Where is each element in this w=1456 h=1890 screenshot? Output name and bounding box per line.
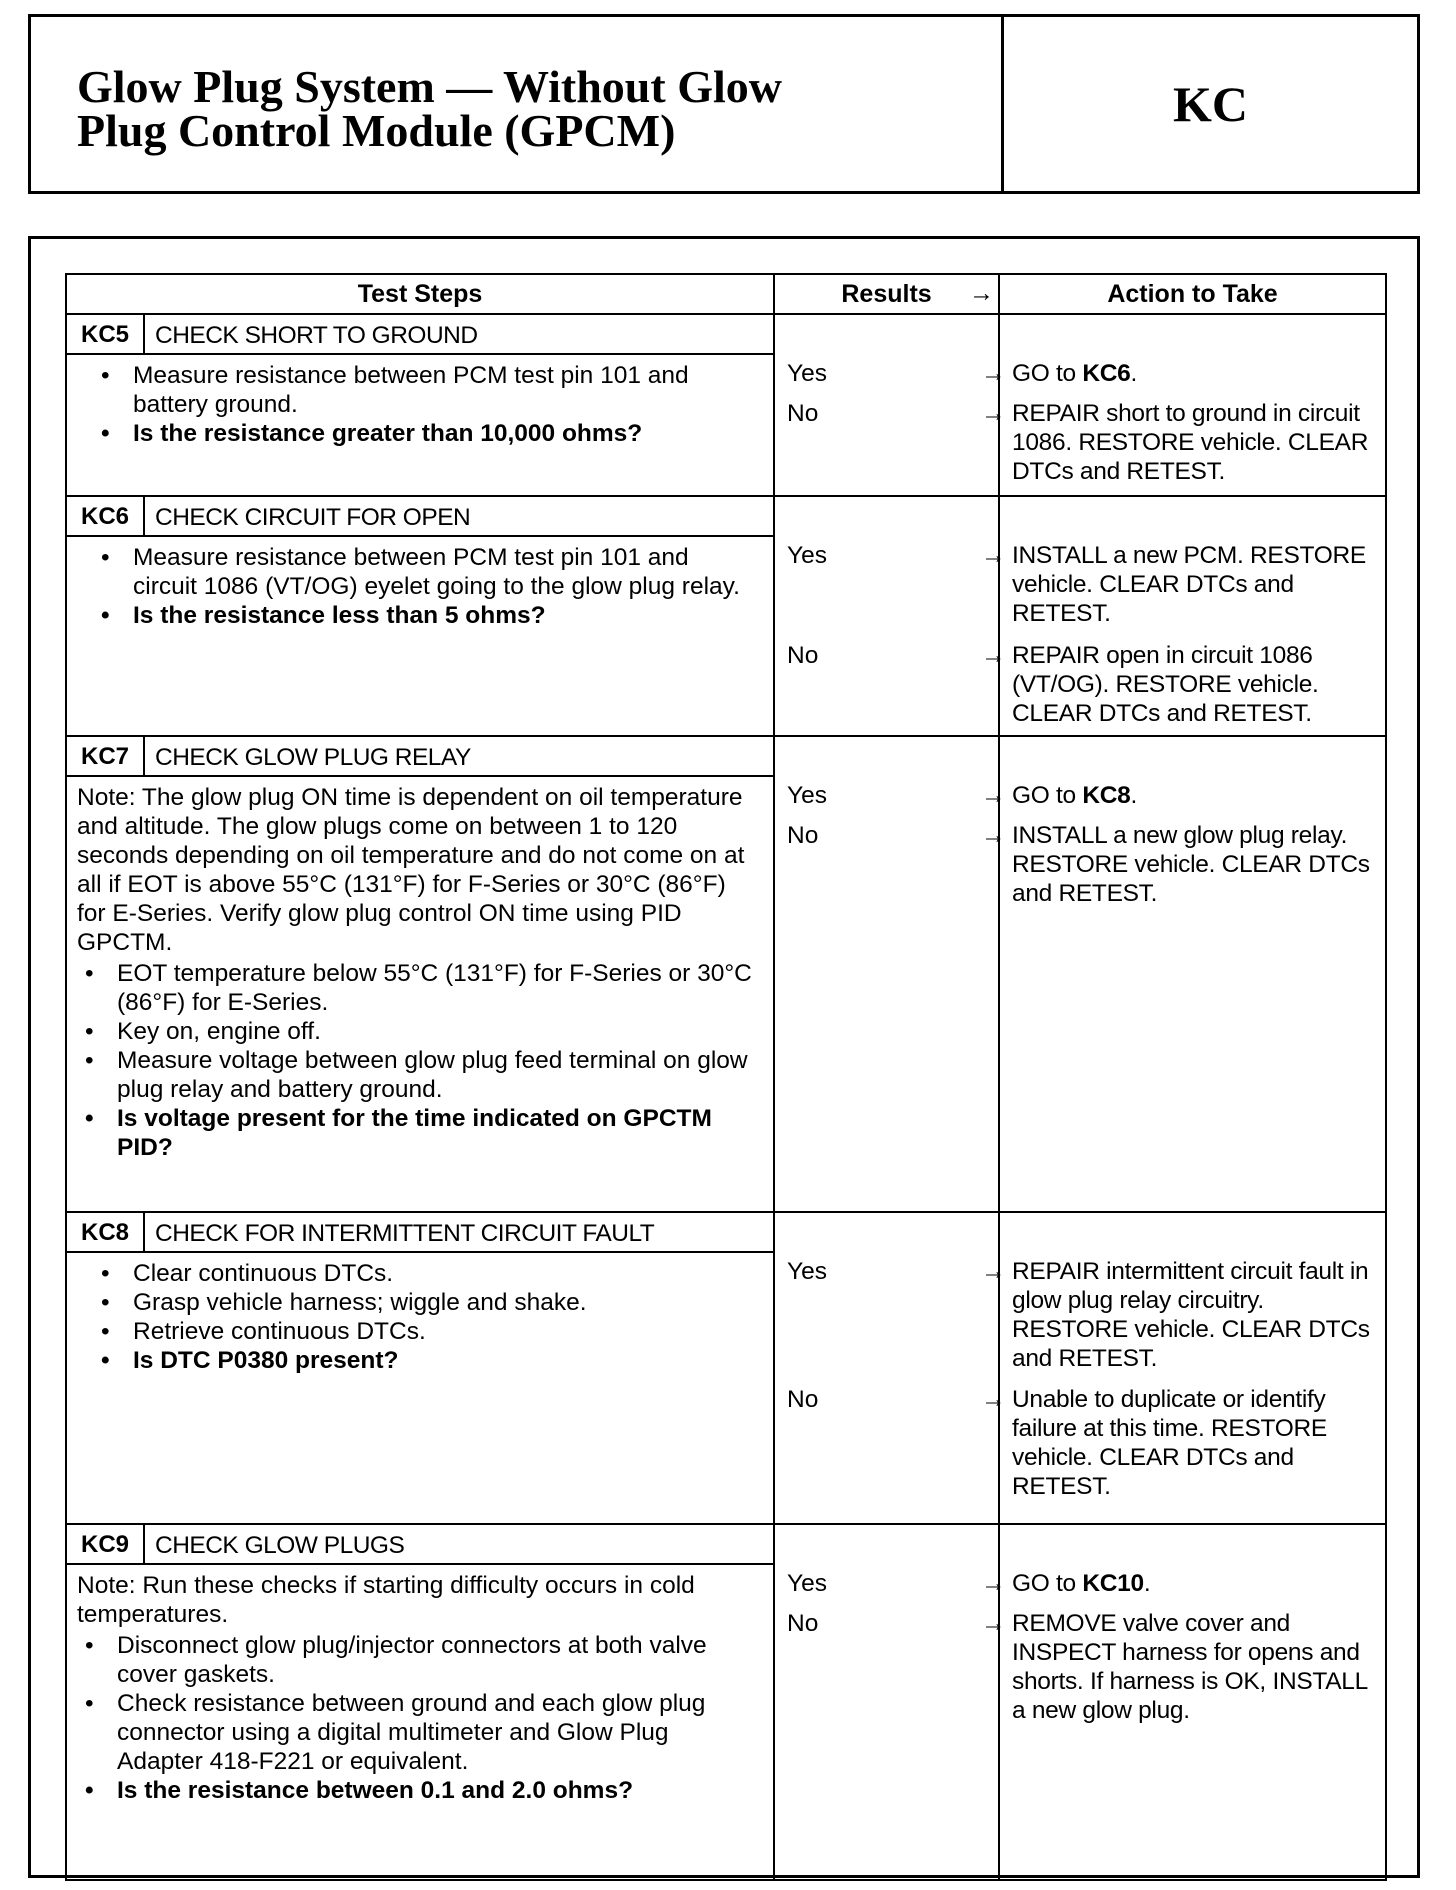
arrow-icon: → bbox=[981, 1258, 1006, 1285]
results-cell bbox=[774, 314, 1006, 496]
step-title: CHECK GLOW PLUG RELAY bbox=[144, 736, 774, 776]
result-no: No → bbox=[787, 822, 1006, 849]
arrow-icon: → bbox=[981, 360, 1006, 387]
result-yes: Yes → bbox=[787, 542, 1006, 569]
step-title-row bbox=[66, 1212, 1386, 1252]
result-no: No → bbox=[787, 1386, 1006, 1413]
step-question: • Is the resistance between 0.1 and 2.0 ohms? bbox=[77, 1776, 753, 1805]
action-yes: INSTALL a new PCM. RESTORE vehicle. CLEAR DTCs and RETEST. bbox=[1012, 542, 1366, 627]
results-label: Results bbox=[841, 279, 932, 308]
step-bullet: • Retrieve continuous DTCs. bbox=[93, 1317, 753, 1346]
test-frame bbox=[28, 236, 1420, 1878]
arrow-icon: → bbox=[981, 542, 1006, 569]
col-header-action: Action to Take bbox=[999, 274, 1386, 314]
step-body bbox=[66, 536, 774, 736]
step-bullet: • Key on, engine off. bbox=[77, 1017, 753, 1046]
step-id: KC8 bbox=[66, 1212, 144, 1252]
page-title bbox=[31, 17, 1004, 191]
action-cell bbox=[999, 496, 1386, 736]
step-question: • Is the resistance greater than 10,000 ohms? bbox=[93, 419, 753, 448]
step-body bbox=[66, 1252, 774, 1524]
action-cell bbox=[999, 736, 1386, 1212]
action-yes: GO to KC6. bbox=[1012, 360, 1138, 387]
step-question: • Is voltage present for the time indicated on GPCTM PID? bbox=[77, 1104, 753, 1162]
arrow-icon: → bbox=[969, 279, 995, 307]
step-id: KC7 bbox=[66, 736, 144, 776]
step-question: • Is DTC P0380 present? bbox=[93, 1346, 753, 1375]
step-id: KC6 bbox=[66, 496, 144, 536]
arrow-icon: → bbox=[981, 642, 1006, 669]
step-title: CHECK SHORT TO GROUND bbox=[144, 314, 774, 354]
step-title: CHECK FOR INTERMITTENT CIRCUIT FAULT bbox=[144, 1212, 774, 1252]
action-no: REMOVE valve cover and INSPECT harness for opens and shorts. If harness is OK, INSTALL a new glow plug. bbox=[1012, 1610, 1368, 1724]
arrow-icon: → bbox=[981, 822, 1006, 849]
action-cell bbox=[999, 1212, 1386, 1524]
title-line-2: Plug Control Module (GPCM) bbox=[77, 105, 676, 156]
step-bullet: • Clear continuous DTCs. bbox=[93, 1259, 753, 1288]
page-header bbox=[28, 14, 1420, 194]
step-title: CHECK CIRCUIT FOR OPEN bbox=[144, 496, 774, 536]
results-cell bbox=[774, 1524, 1006, 1880]
results-cell bbox=[774, 1212, 1006, 1524]
step-note: Note: The glow plug ON time is dependent on oil temperature and altitude. The glow plugs come on between 1 to 120 seconds depending on oil temperature and do not come on at all if EOT is above 55°C (131°F) for F-Series or 30°C (86°F) for E-Series. Verify glow plug control ON time using PID GPCTM. bbox=[77, 784, 745, 956]
step-body bbox=[66, 354, 774, 496]
result-yes: Yes → bbox=[787, 782, 1006, 809]
result-no: No → bbox=[787, 642, 1006, 669]
result-yes: Yes → bbox=[787, 1258, 1006, 1285]
arrow-icon: → bbox=[981, 400, 1006, 427]
test-steps-table bbox=[65, 273, 1387, 1881]
action-no: REPAIR open in circuit 1086 (VT/OG). RESTORE vehicle. CLEAR DTCs and RETEST. bbox=[1012, 642, 1319, 727]
section-code: KC bbox=[1173, 76, 1248, 132]
step-title-row bbox=[66, 1524, 1386, 1564]
result-no: No → bbox=[787, 1610, 1006, 1637]
step-title: CHECK GLOW PLUGS bbox=[144, 1524, 774, 1564]
step-bullet: • Grasp vehicle harness; wiggle and shake. bbox=[93, 1288, 753, 1317]
results-cell bbox=[774, 736, 1006, 1212]
action-yes: GO to KC8. bbox=[1012, 782, 1138, 809]
action-cell bbox=[999, 314, 1386, 496]
action-yes: REPAIR intermittent circuit fault in glow plug relay circuitry. RESTORE vehicle. CLEAR DTCs and RETEST. bbox=[1012, 1258, 1370, 1372]
step-bullet: • Disconnect glow plug/injector connectors at both valve cover gaskets. bbox=[77, 1631, 753, 1689]
table-header-row bbox=[66, 274, 1386, 314]
step-note: Note: Run these checks if starting difficulty occurs in cold temperatures. bbox=[77, 1572, 695, 1628]
arrow-icon: → bbox=[981, 1386, 1006, 1413]
step-title-row bbox=[66, 736, 1386, 776]
result-no: No → bbox=[787, 400, 1006, 427]
col-header-results bbox=[774, 274, 999, 314]
result-yes: Yes → bbox=[787, 1570, 1006, 1597]
action-cell bbox=[999, 1524, 1386, 1880]
step-title-row bbox=[66, 496, 1386, 536]
step-body bbox=[66, 1564, 774, 1880]
arrow-icon: → bbox=[981, 782, 1006, 809]
step-body bbox=[66, 776, 774, 1212]
step-id: KC9 bbox=[66, 1524, 144, 1564]
step-bullet: • Measure voltage between glow plug feed terminal on glow plug relay and battery ground. bbox=[77, 1046, 753, 1104]
step-title-row bbox=[66, 314, 1386, 354]
col-header-test-steps: Test Steps bbox=[66, 274, 774, 314]
step-bullet: • Measure resistance between PCM test pin 101 and battery ground. bbox=[93, 361, 753, 419]
step-bullet: • Check resistance between ground and each glow plug connector using a digital multimeter and Glow Plug Adapter 418-F221 or equivalent. bbox=[77, 1689, 753, 1776]
result-yes: Yes → bbox=[787, 360, 1006, 387]
step-id: KC5 bbox=[66, 314, 144, 354]
step-bullet: • EOT temperature below 55°C (131°F) for F-Series or 30°C (86°F) for E-Series. bbox=[77, 959, 753, 1017]
arrow-icon: → bbox=[981, 1570, 1006, 1597]
title-line-1: Glow Plug System — Without Glow bbox=[77, 61, 782, 112]
step-question: • Is the resistance less than 5 ohms? bbox=[93, 601, 753, 630]
action-no: REPAIR short to ground in circuit 1086. RESTORE vehicle. CLEAR DTCs and RETEST. bbox=[1012, 400, 1369, 485]
action-yes: GO to KC10. bbox=[1012, 1570, 1151, 1597]
results-cell bbox=[774, 496, 1006, 736]
action-no: INSTALL a new glow plug relay. RESTORE vehicle. CLEAR DTCs and RETEST. bbox=[1012, 822, 1370, 907]
step-bullet: • Measure resistance between PCM test pin 101 and circuit 1086 (VT/OG) eyelet going to the glow plug relay. bbox=[93, 543, 753, 601]
arrow-icon: → bbox=[981, 1610, 1006, 1637]
action-no: Unable to duplicate or identify failure at this time. RESTORE vehicle. CLEAR DTCs and RETEST. bbox=[1012, 1386, 1327, 1500]
